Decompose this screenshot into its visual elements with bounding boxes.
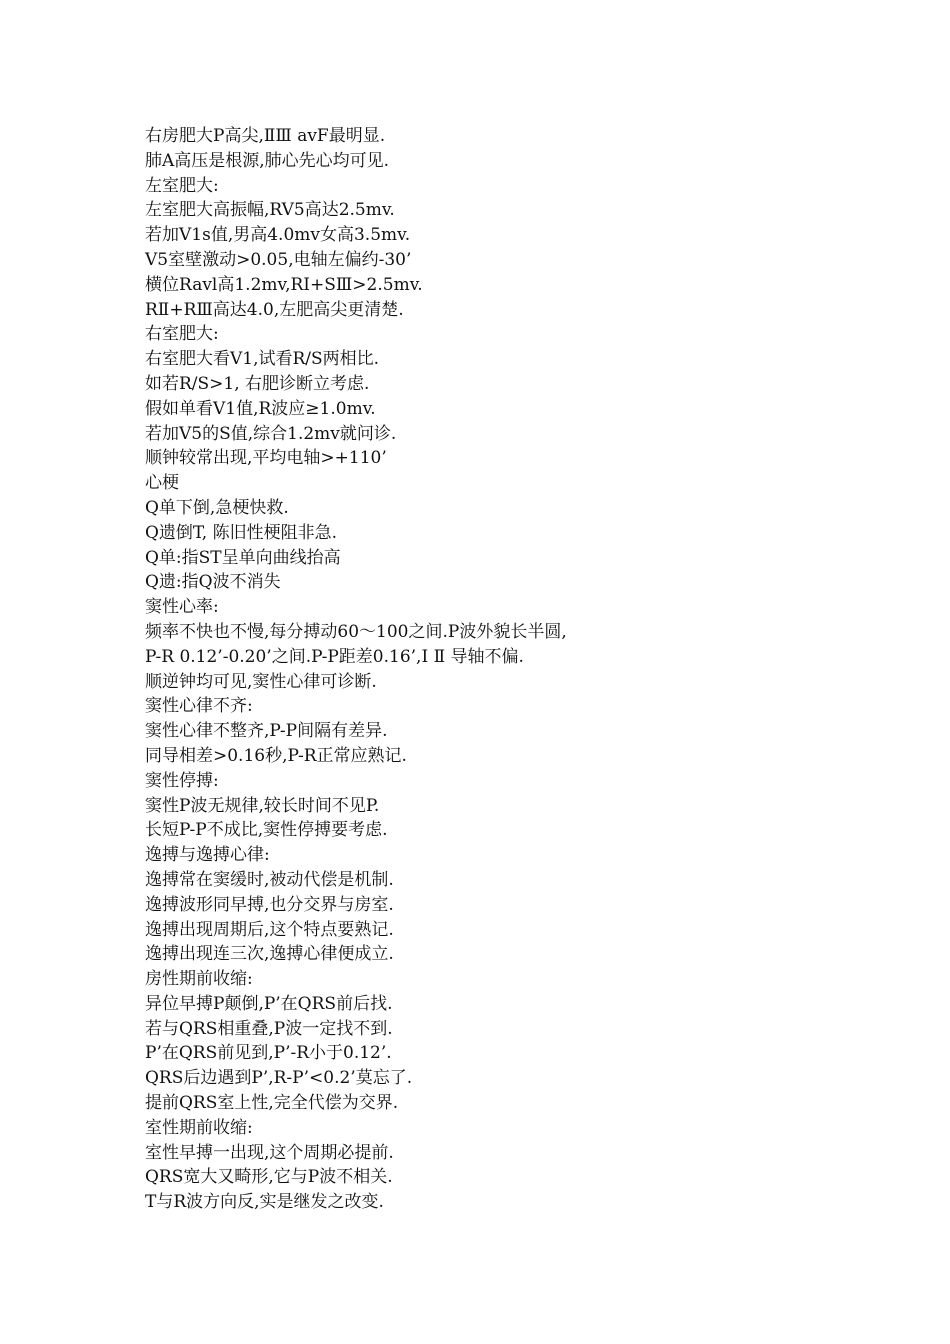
text-line: 若加V5的S值,综合1.2mv就问诊. bbox=[145, 423, 397, 444]
section-heading: 左室肥大: bbox=[145, 175, 219, 196]
text-line: T与R波方向反,实是继发之改变. bbox=[145, 1192, 384, 1213]
text-line: 顺逆钟均可见,窦性心律可诊断. bbox=[145, 671, 377, 692]
text-line: RⅡ+RⅢ高达4.0,左肥高尖更清楚. bbox=[145, 299, 404, 320]
ecg-mnemonic-text bbox=[145, 124, 925, 1215]
section-heading: 窦性停搏: bbox=[145, 770, 219, 791]
text-line: QRS宽大又畸形,它与P波不相关. bbox=[145, 1167, 393, 1188]
section-heading: 逸搏与逸搏心律: bbox=[145, 845, 270, 866]
text-line: P-R 0.12’-0.20’之间.P-P距差0.16’,Ⅰ Ⅱ 导轴不偏. bbox=[145, 646, 524, 667]
text-line: V5室壁激动>0.05,电轴左偏约-30’ bbox=[145, 249, 412, 270]
section-heading: 心梗 bbox=[145, 473, 179, 494]
section-heading: 窦性心率: bbox=[145, 597, 219, 618]
text-line: 肺A高压是根源,肺心先心均可见. bbox=[145, 150, 390, 171]
section-heading: 房性期前收缩: bbox=[145, 969, 253, 990]
text-line: Q单下倒,急梗快救. bbox=[145, 497, 289, 518]
text-line: QRS后边遇到P’,R-P’<0.2’莫忘了. bbox=[145, 1068, 413, 1089]
text-line: 右房肥大P高尖,ⅡⅢ avF最明显. bbox=[145, 126, 386, 146]
text-line: 同导相差>0.16秒,P-R正常应熟记. bbox=[145, 745, 407, 766]
text-line: 长短P-P不成比,窦性停搏要考虑. bbox=[145, 820, 388, 841]
text-line: 若与QRS相重叠,P波一定找不到. bbox=[145, 1018, 393, 1039]
text-line: Q单:指ST呈单向曲线抬高 bbox=[145, 547, 341, 568]
text-line: 逸搏波形同早搏,也分交界与房室. bbox=[145, 894, 394, 915]
text-line: 提前QRS室上性,完全代偿为交界. bbox=[145, 1093, 399, 1114]
text-line: 异位早搏P颠倒,P’在QRS前后找. bbox=[145, 993, 393, 1014]
section-heading: 窦性心律不齐: bbox=[145, 696, 253, 717]
section-heading: 室性期前收缩: bbox=[145, 1117, 253, 1138]
text-line: 顺钟较常出现,平均电轴>+110’ bbox=[145, 448, 387, 469]
section-heading: 右室肥大: bbox=[145, 324, 219, 345]
text-line: 逸搏常在窦缓时,被动代偿是机制. bbox=[145, 869, 394, 890]
text-line: 逸搏出现周期后,这个特点要熟记. bbox=[145, 919, 394, 940]
text-line: Q遗倒T, 陈旧性梗阻非急. bbox=[145, 522, 337, 543]
text-line: 窦性P波无规律,较长时间不见P. bbox=[145, 795, 380, 816]
text-line: 左室肥大高振幅,RV5高达2.5mv. bbox=[145, 200, 395, 221]
text-line: Q遗:指Q波不消失 bbox=[145, 572, 281, 593]
text-line: 逸搏出现连三次,逸搏心律便成立. bbox=[145, 944, 394, 965]
text-line: P’在QRS前见到,P’-R小于0.12’. bbox=[145, 1043, 392, 1064]
text-line: 如若R/S>1, 右肥诊断立考虑. bbox=[145, 373, 370, 394]
text-line: 右室肥大看V1,试看R/S两相比. bbox=[145, 349, 380, 370]
text-line: 室性早搏一出现,这个周期必提前. bbox=[145, 1142, 394, 1163]
text-line: 假如单看V1值,R波应≥1.0mv. bbox=[145, 398, 376, 419]
text-line: 频率不快也不慢,每分搏动60～100之间.P波外貌长半圆, bbox=[145, 621, 567, 642]
text-line: 若加V1s值,男高4.0mv女高3.5mv. bbox=[145, 225, 411, 246]
text-line: 横位Ravl高1.2mv,RⅠ+SⅢ>2.5mv. bbox=[145, 274, 423, 295]
text-line: 窦性心律不整齐,P-P间隔有差异. bbox=[145, 721, 388, 742]
